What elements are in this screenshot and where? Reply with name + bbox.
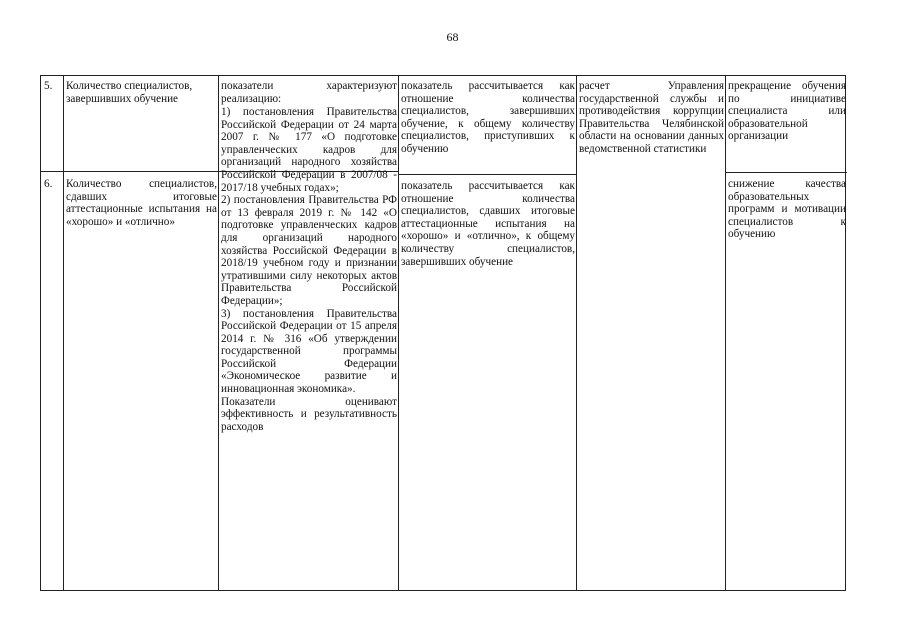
- row-5-calculation-method: показатель рассчитывается как отношение количества специалистов, завершивших обучение, к общему количеству специалистов, приступивших к обучению: [401, 80, 575, 155]
- row-5-risk-factor: прекращение обучения по инициативе специалиста или образовательной организации: [728, 80, 846, 143]
- row-5-data-source: расчет Управления государственной службы и противодействия коррупции Правительства Челябинской области на основании данных ведомственной статистики: [579, 80, 724, 155]
- row-6-indicator-name: Количество специалистов, сдавших итоговые аттестационные испытания на «хорошо» и «отлично»: [66, 178, 217, 228]
- page-number: 68: [446, 30, 459, 44]
- basis-item-1: 1) постановления Правительства Российской Федерации от 24 марта 2007 г. № 177 «О подготовке управленческих кадров для организаций народного хозяйства Российской Федерации в 2007/08 - 2017/18 учебных годах»;: [221, 106, 400, 194]
- indicators-table: [40, 75, 846, 591]
- basis-item-2: 2) постановления Правительства РФ от 13 февраля 2019 г. № 142 «О подготовке управленческих кадров для организаций народного хозяйства Российской Федерации в 2018/19 учебном году и признании утратившими силу некоторых актов Правительства Российской Федерации»;: [221, 194, 400, 307]
- row-6-number: 6.: [44, 178, 53, 190]
- row-6-risk-factor: снижение качества образовательных программ и мотивации специалистов к обучению: [728, 178, 846, 241]
- basis-item-3: 3) постановления Правительства Российской Федерации от 15 апреля 2014 г. № 316 «Об утверждении государственной программы Российской Федерации «Экономическое развитие и инновационная экономика».: [221, 307, 400, 396]
- row-5-basis-intro: показатели характеризуют реализацию:: [221, 80, 397, 105]
- row-6-calculation-method: показатель рассчитывается как отношение количества специалистов, сдавших итоговые аттестационные испытания на «хорошо» и «отлично», к общему количеству специалистов, завершивших обучение: [401, 180, 575, 268]
- row-5-number: 5.: [44, 80, 53, 92]
- row-5-indicator-name: Количество специалистов, завершивших обучение: [66, 80, 193, 105]
- regulatory-basis-list: [218, 106, 398, 590]
- basis-item-4: Показатели оценивают эффективность и результативность расходов: [221, 395, 400, 433]
